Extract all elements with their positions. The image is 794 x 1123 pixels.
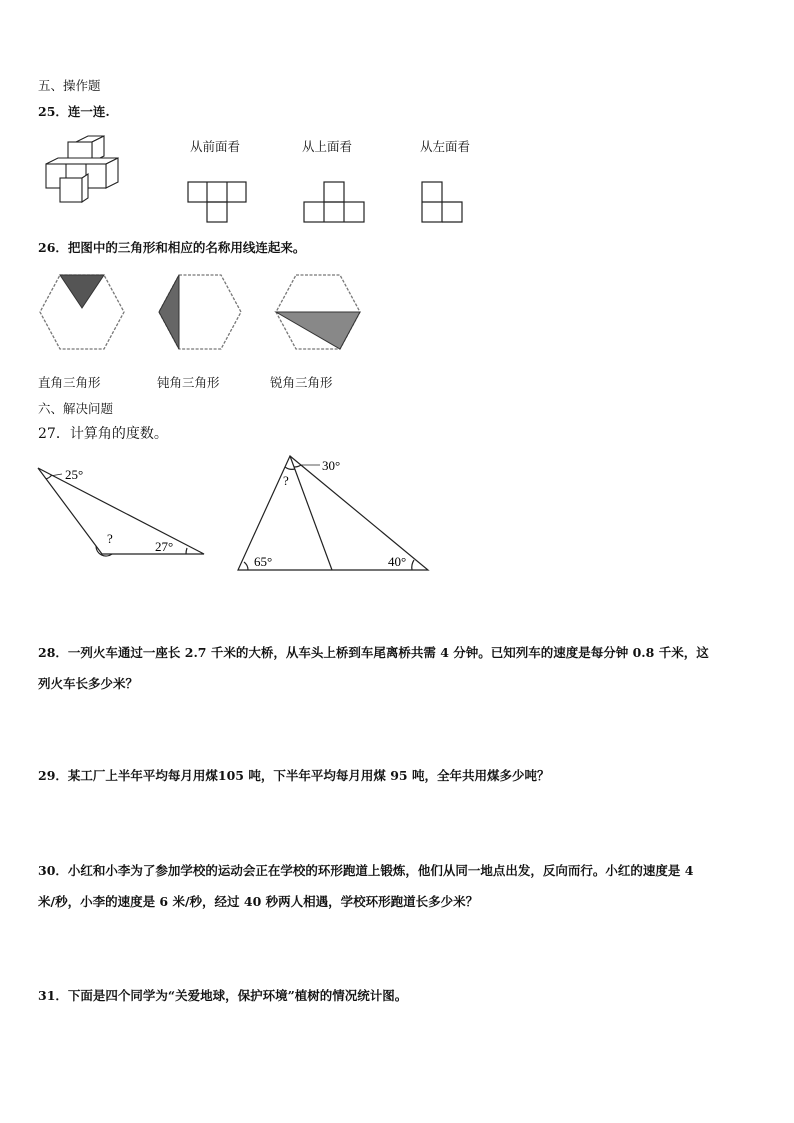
- question-31: 31．下面是四个同学为“关爱地球，保护环境”植树的情况统计图。: [38, 988, 408, 1003]
- section-heading-5: 五、操作题: [38, 78, 101, 93]
- angle-figure-2: [234, 452, 434, 574]
- view-drawing-t-shape: [186, 180, 250, 226]
- question-30-line1: 30．小红和小李为了参加学校的运动会正在学校的环形跑道上锻炼，他们从同一地点出发，反向而行。小红的速度是 4: [38, 863, 694, 878]
- cube-solid-figure: [40, 134, 140, 208]
- unknown-angle-label-2: ?: [283, 473, 289, 488]
- question-27-title: 27．计算角的度数。: [38, 426, 168, 442]
- hexagon-with-acute-triangle: [38, 272, 128, 352]
- triangle-name-obtuse: 钝角三角形: [157, 375, 220, 390]
- question-29: 29．某工厂上半年平均每月用煤105 吨，下半年平均每月用煤 95 吨，全年共用煤多少吨？: [38, 768, 550, 783]
- angle-label-65: 65°: [254, 554, 273, 569]
- triangle-name-right: 直角三角形: [38, 375, 101, 390]
- view-drawing-l-shape: [420, 180, 468, 226]
- question-30-line2: 米/秒，小李的速度是 6 米/秒，经过 40 秒两人相遇，学校环形跑道长多少米？: [38, 894, 479, 909]
- angle-label-30: 30°: [322, 458, 341, 473]
- hexagon-with-obtuse-triangle: [155, 272, 245, 352]
- angle-label-27: 27°: [155, 539, 174, 554]
- angle-label-40: 40°: [388, 554, 407, 569]
- unknown-angle-label-1: ?: [107, 531, 113, 546]
- angle-figure-1: [34, 462, 214, 562]
- question-28-line2: 列火车长多少米？: [38, 676, 139, 691]
- view-label-front: 从前面看: [190, 139, 241, 154]
- hexagon-with-right-triangle: [274, 272, 364, 352]
- view-drawing-inverted-t-shape: [302, 180, 368, 226]
- question-25-title: 25．连一连.: [38, 104, 110, 119]
- view-label-top: 从上面看: [302, 139, 353, 154]
- section-heading-6: 六、解决问题: [38, 401, 114, 416]
- question-28-line1: 28．一列火车通过一座长 2.7 千米的大桥，从车头上桥到车尾离桥共需 4 分钟。已知列车的速度是每分钟 0.8 千米，这: [38, 645, 709, 660]
- angle-label-25: 25°: [65, 467, 84, 482]
- question-26-title: 26．把图中的三角形和相应的名称用线连起来。: [38, 240, 306, 255]
- view-label-left: 从左面看: [420, 139, 471, 154]
- triangle-name-acute: 锐角三角形: [270, 375, 333, 390]
